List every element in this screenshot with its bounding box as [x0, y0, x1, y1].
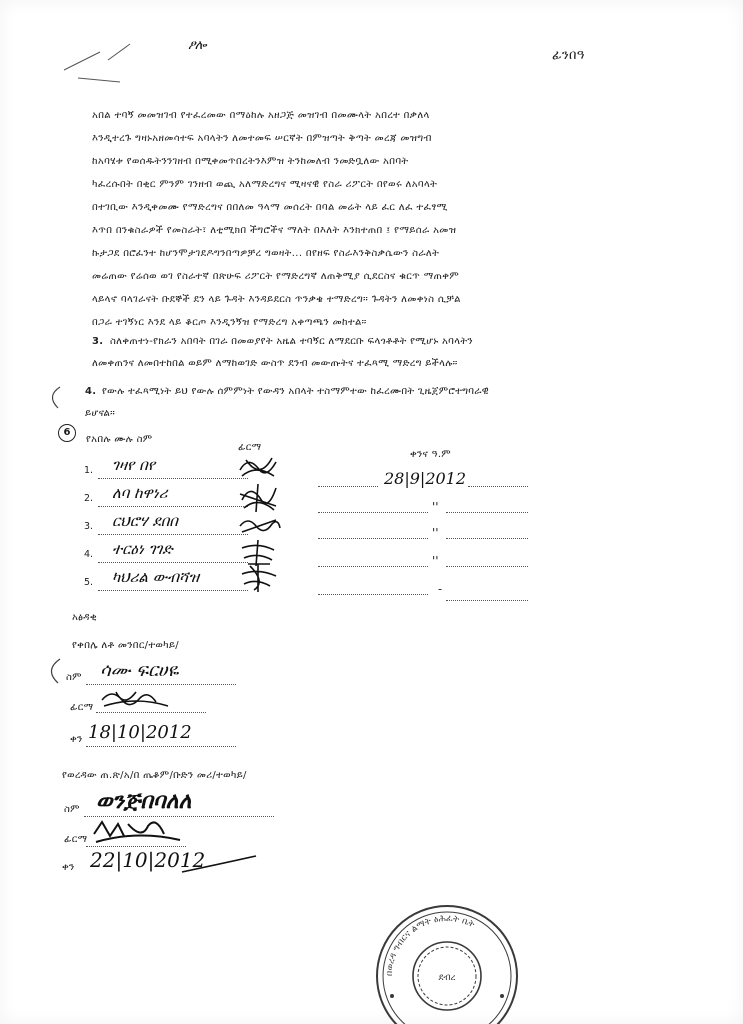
- member-name: ርህሮሃ ደበበ: [112, 512, 178, 530]
- section-marker: 6: [58, 424, 76, 442]
- row-number: 4.: [84, 549, 94, 560]
- paragraph-line: ላይላኖ ባላገራናት ቡደኞች ደን ላይ ጉዳት እንዳይደርስ ጥንቃቄ ተማድረግ። ጉዳትን ለመቀነስ ሲቻል: [92, 294, 461, 305]
- clause-number: 3.: [92, 336, 104, 347]
- recorder-name: ወንጅበባለለ: [96, 788, 192, 814]
- row-number: 2.: [84, 493, 94, 504]
- date-line: [318, 594, 428, 595]
- seal-inner-text: ደብረ: [438, 973, 456, 983]
- name-line: [98, 562, 248, 563]
- paragraph-line: መሬጠው የሬሰወ ወገ የስራተኛ በጽሁፍ ሪፖርት የማድረግኛ ለጠቅሚያ ሲደርስና ቁርጥ ማጠቀም: [92, 271, 460, 282]
- approver-signature: [96, 686, 176, 714]
- official-seal: [370, 896, 524, 1024]
- clause-text: የውሉ ተፈጻሚነት ይህ የውሉ ሰምምነት የውዳን አበላት ተስማምተው ከፈረሙበት ጊዜጀምሮተግባራዊ: [102, 386, 489, 397]
- seal-outer-text: በወረዳ ግብርና ልማት ፅሕፈት ቤት: [384, 913, 476, 977]
- date-line: [468, 486, 528, 487]
- paragraph-line: በተገቢው እንዲቀመሙ የማድረግና በበለመ ዓላማ መሰረት በባል መሬት ላይ ፈር ለፈ ተፈፃሚ: [92, 202, 448, 213]
- name-line: [98, 506, 248, 507]
- recorder-signature-label: ፊርማ: [64, 834, 88, 845]
- member-date-header: ቀንና ዓ.ም: [410, 449, 451, 460]
- paragraph-line: ከአባሄቱ የወሰዱትንንገዘብ በሚቀመጥበረትንእምዝ ትንከመለብ ንመድቧለው አበባት: [92, 156, 409, 167]
- date-line: [86, 746, 236, 747]
- member-date: -: [438, 582, 443, 596]
- approver-role: የቀበሌ ለቶ መንበር/ተወካይ/: [72, 640, 179, 651]
- paragraph-line: ካፈረሱበት በቂር ምንም ገንዘብ ወጪ አለማድረግና ሚዛናዊ የስራ ሪፖርት በየወሩ ለአባላት: [92, 179, 438, 190]
- recorder-name-label: ስም: [64, 804, 80, 815]
- name-line: [98, 534, 248, 535]
- member-date: '': [432, 526, 439, 540]
- approver-section-title: አፅዳቂ: [72, 612, 97, 623]
- member-date: '': [432, 554, 439, 568]
- paragraph-line: በጋራ ተገኝነር እንደ ላይ ቆርጦ እንዲንኝዝ የማድረግ አቀጣጫን መከተል።: [92, 317, 367, 328]
- member-signature: [236, 514, 282, 538]
- approver-date: 18|10|2012: [88, 722, 192, 743]
- date-line: [318, 538, 428, 539]
- corner-scribble: [60, 30, 170, 90]
- member-signature: [236, 562, 282, 594]
- member-signature: [236, 482, 282, 514]
- clause-text: ስለቀጠተነ-የክራን አበባት በገራ በመወያየት አዜል ተባኝር ለማደርቡ ፍላጎቶቶት የሚሆኑ አባላትን: [110, 336, 473, 347]
- member-date: 28|9|2012: [384, 469, 467, 488]
- signature-line: [96, 712, 206, 713]
- member-name-header: የአበሉ ሙሉ ስም: [86, 434, 153, 445]
- contract-paragraph: [92, 110, 672, 340]
- member-name: ካህሪል ውብሻዝ: [112, 568, 200, 586]
- clause-text-continued: ለመቀጠንና ለመበተከበል ወይም ለማከወገድ ውስጥ ደንብ መውጡትና ተፈጻሚ ማድረግ ይችላሉ።: [92, 358, 458, 369]
- signature-line: [86, 846, 186, 847]
- margin-mark: [42, 656, 66, 686]
- date-line: [318, 566, 428, 567]
- margin-mark: [44, 384, 66, 410]
- date-line: [446, 538, 528, 539]
- date-line: [446, 600, 528, 601]
- date-line: [318, 512, 428, 513]
- top-scribble: ፆሎ: [188, 38, 207, 53]
- row-number: 3.: [84, 521, 94, 532]
- recorder-signature: [88, 818, 188, 848]
- member-signature-header: ፊርማ: [238, 442, 262, 453]
- row-number: 5.: [84, 577, 94, 588]
- name-line: [98, 590, 248, 591]
- date-line: [446, 512, 528, 513]
- member-name: ተርዕነ ገገድ: [112, 540, 173, 558]
- approver-date-label: ቀን: [70, 734, 83, 745]
- date-underline-stroke: [180, 850, 260, 878]
- member-date: '': [432, 500, 439, 514]
- clause-text-continued: ይሆናል።: [85, 408, 116, 419]
- paragraph-line: እጥበ በንቁስራዎች የመስራት፣ ለቲሚክበ ችግሮችና ማለት በእለት እንክተጠበ ፤ የማይሰራ አመዝ: [92, 225, 457, 236]
- recorder-date: 22|10|2012: [90, 848, 206, 872]
- page-header-label: ፊንበዓ: [552, 48, 585, 63]
- name-line: [98, 478, 248, 479]
- paragraph-line: አበል ተባኝ መመዝገብ የተፈረመው በማዕከሉ አዘጋጅ መዝገብ በመሙላት አበረተ በቃለላ: [92, 110, 430, 121]
- paragraph-line: እንዲተረጉ ግዛኑአዘመሳተፍ አባላትን ለመተመፍ ሠርኛት በምዝጣት ቅጣት መረጃ መዝግብ: [92, 133, 432, 144]
- name-line: [86, 684, 236, 685]
- approver-name-label: ስም: [66, 672, 82, 683]
- clause-number: 4.: [85, 386, 97, 397]
- member-signature: [236, 454, 282, 484]
- date-line: [446, 566, 528, 567]
- row-number: 1.: [84, 465, 94, 476]
- paragraph-line: ኩታጋደ በሮፈንተ ከሆንሞታገደዶግንበጣዎቻረ ግወዛት... በየዘፍ የስራእንቅስቃሴውን ስራለት: [92, 248, 440, 259]
- recorder-role: የወረዳው ጠ.ጽ/አ/በ ጤቆም/ቡድን መሪ/ተወካይ/: [62, 770, 247, 781]
- approver-name: ሳሙ ፍርሀዬ: [100, 660, 179, 681]
- member-name: ገዛየ በየ: [112, 456, 156, 474]
- name-line: [84, 816, 274, 817]
- recorder-date-label: ቀን: [62, 862, 75, 873]
- date-line: [318, 486, 378, 487]
- member-name: ለባ ከዋነሪ: [112, 484, 168, 502]
- approver-signature-label: ፊርማ: [70, 702, 94, 713]
